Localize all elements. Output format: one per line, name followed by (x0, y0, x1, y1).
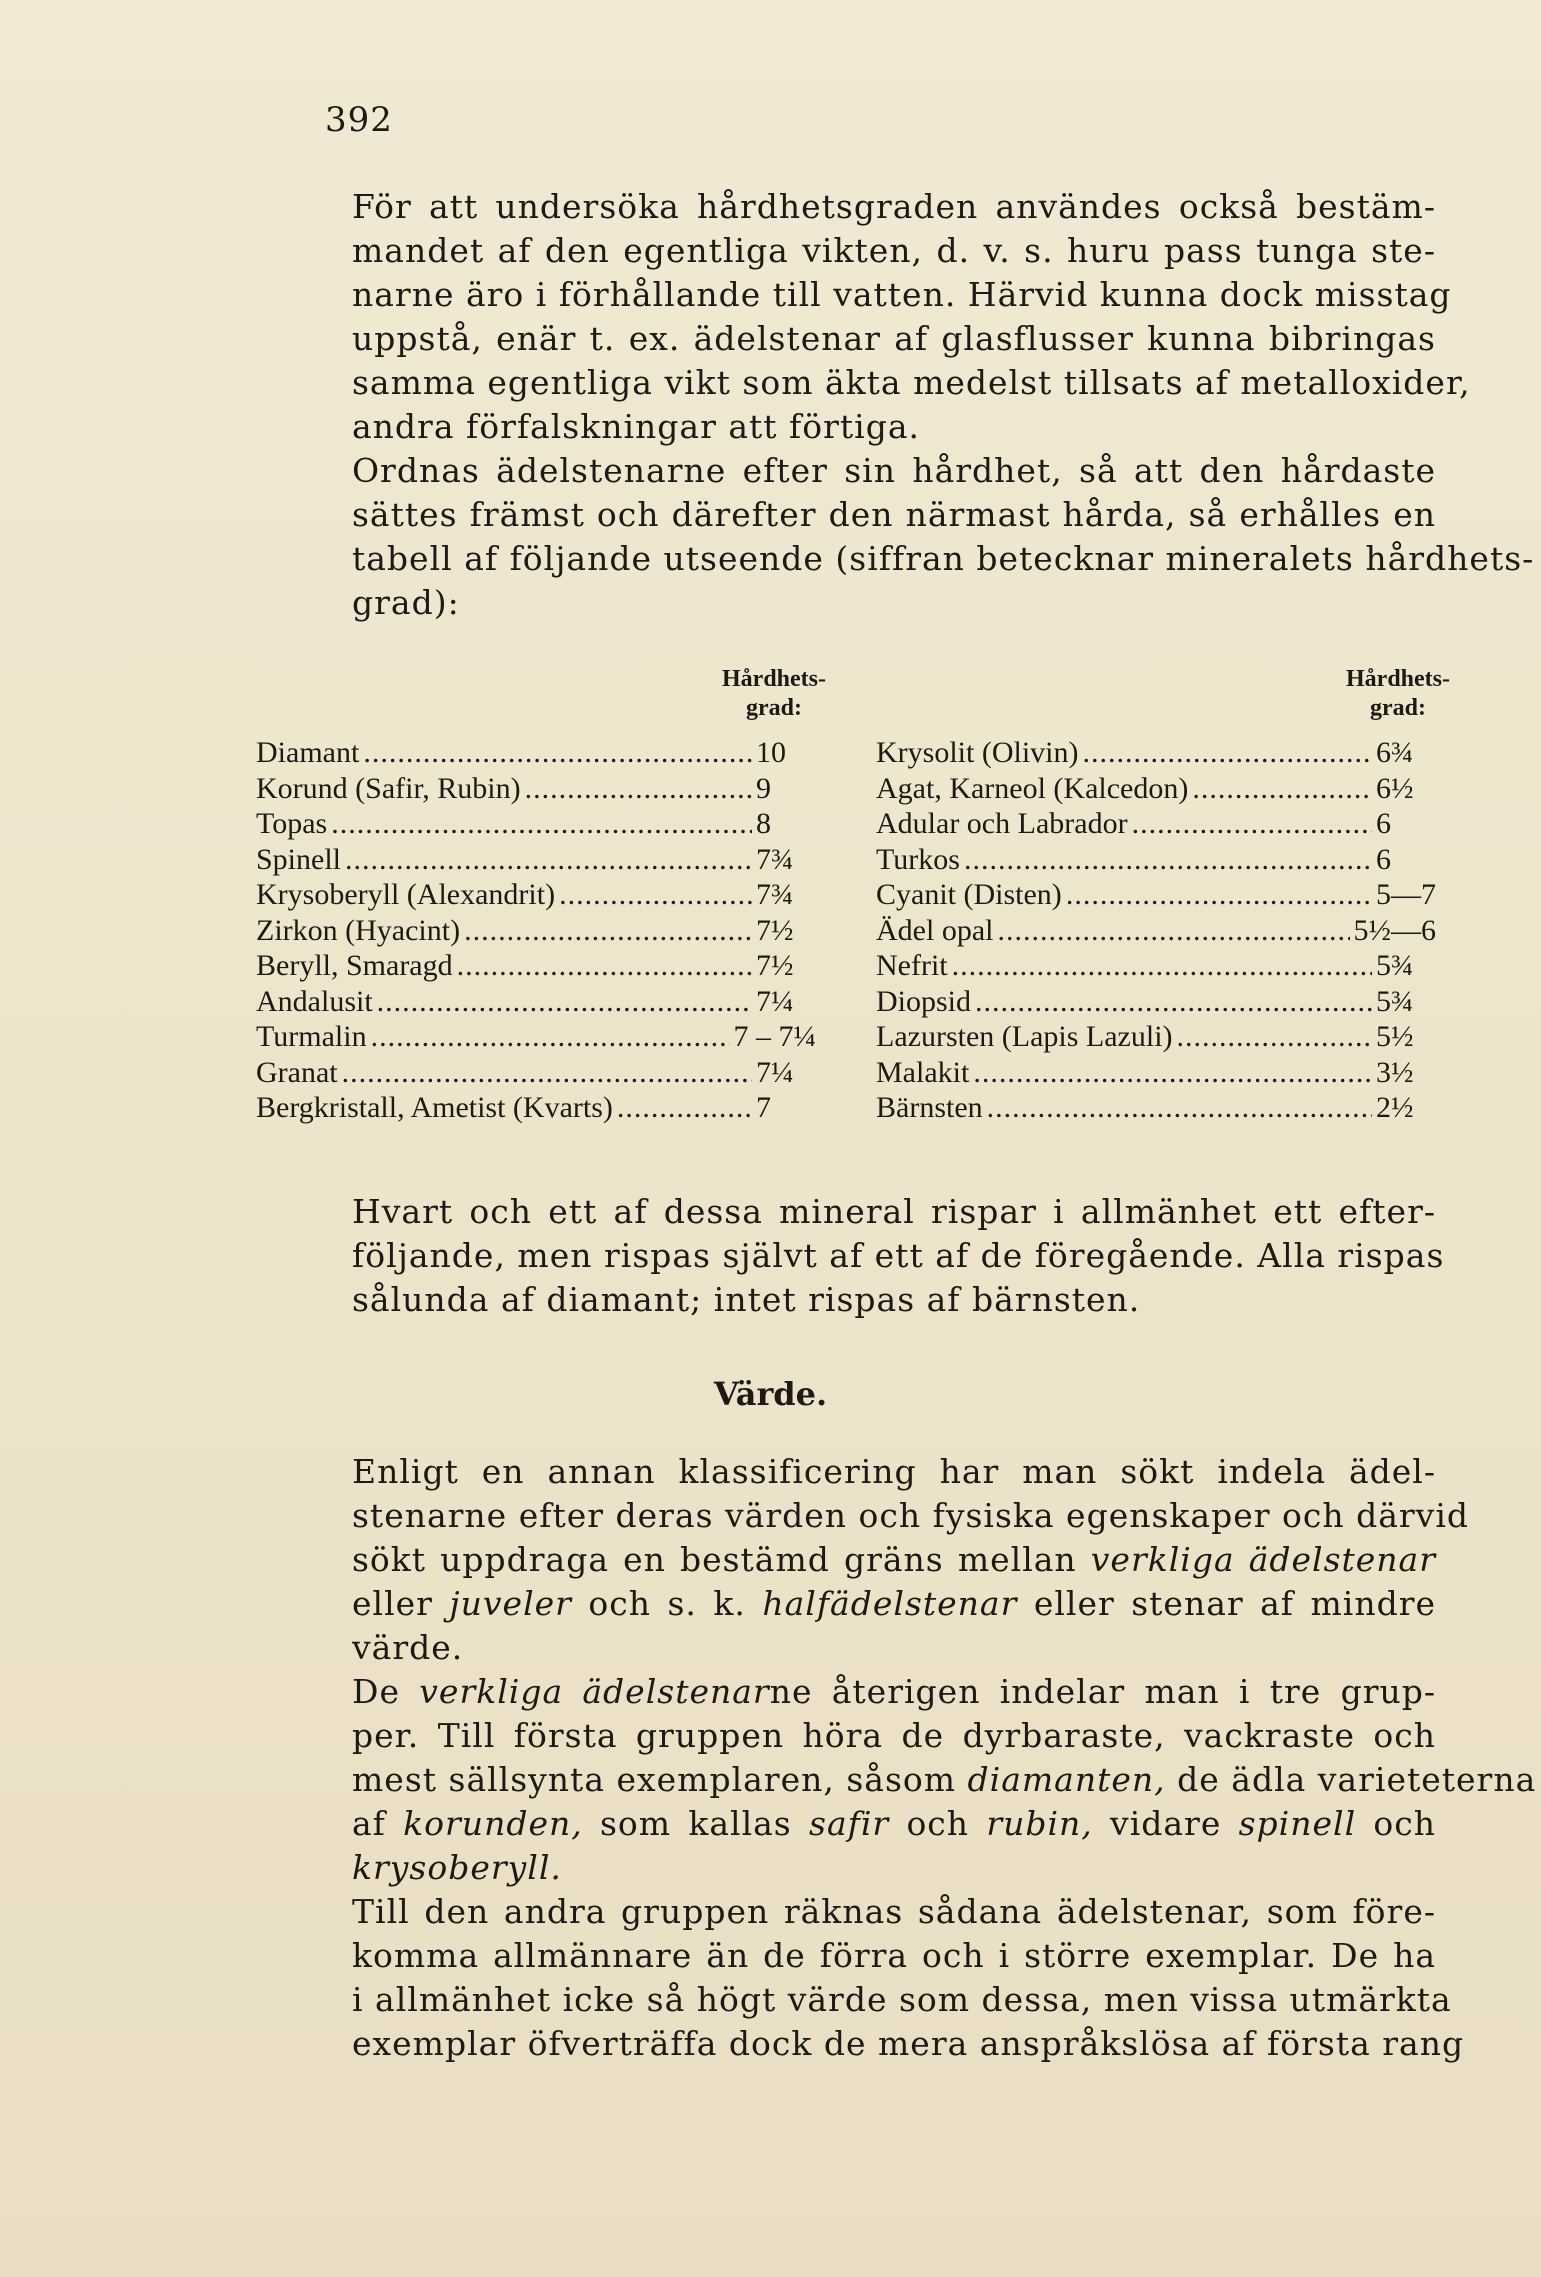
hardness-grade: 5¾ (1376, 984, 1414, 1018)
paragraph-hardness-weight (256, 185, 1471, 449)
page-number: 392 (325, 100, 393, 140)
table-row (256, 842, 816, 878)
text-line: sättes främst och därefter den närmast hårda, så erhålles en (352, 495, 1436, 534)
dot-leader (371, 1019, 730, 1055)
header-line: grad: (746, 695, 802, 721)
mineral-name: Diamant (256, 736, 360, 769)
table-row (256, 806, 816, 842)
column-header-hardness (722, 665, 826, 723)
text-line: tabell af följande utseende (siffran betecknar mineralets hårdhets- (352, 539, 1535, 578)
table-row (256, 1090, 816, 1126)
text-line: följande, men rispas självt af ett af de föregående. Alla rispas (352, 1236, 1445, 1275)
text-line: värde. (352, 1628, 464, 1667)
mineral-name: Turmalin (256, 1020, 367, 1053)
text-line: samma egentliga vikt som äkta medelst tillsats af metalloxider, (352, 363, 1471, 402)
left-rows (256, 735, 816, 1126)
dot-leader (973, 1055, 1372, 1091)
text-line: stenarne efter deras värden och fysiska egenskaper och därvid (352, 1496, 1469, 1535)
table-row (876, 948, 1436, 984)
hardness-grade: 6 (1376, 807, 1391, 840)
hardness-grade: 7¼ (756, 984, 794, 1018)
paragraph-classification (256, 1450, 1469, 1670)
right-rows (876, 735, 1436, 1126)
text-line: mandet af den egentliga vikten, d. v. s. huru pass tunga ste- (352, 231, 1436, 270)
hardness-grade: 3½ (1376, 1055, 1414, 1089)
section-heading: Värde. (713, 1375, 828, 1413)
mineral-name: Zirkon (Hyacint) (256, 913, 461, 947)
dot-leader (1192, 771, 1372, 807)
hardness-grade: 6¾ (1376, 736, 1414, 769)
hardness-grade: 5½—6 (1353, 913, 1436, 947)
hardness-grade: 5—7 (1376, 878, 1436, 911)
dot-leader (525, 771, 752, 807)
hardness-grade: 7¼ (756, 1055, 794, 1089)
text-line: uppstå, enär t. ex. ädelstenar af glasflusser kunna bibringas (352, 319, 1436, 358)
table-row (256, 735, 816, 771)
text-line: Enligt en annan klassificering har man sökt indela ädel- (352, 1452, 1436, 1491)
mineral-name: Lazursten (Lapis Lazuli) (876, 1020, 1173, 1053)
text-line: andra förfalskningar att förtiga. (352, 407, 920, 446)
intro-text (256, 185, 1535, 625)
table-row (876, 735, 1436, 771)
text-line: narne äro i förhållande till vatten. Härvid kunna dock misstag (352, 275, 1452, 314)
mineral-name: Korund (Safir, Rubin) (256, 771, 521, 805)
table-row (876, 913, 1436, 949)
mineral-name: Krysoberyll (Alexandrit) (256, 878, 556, 911)
dot-leader (975, 984, 1372, 1020)
hardness-grade: 7 (756, 1091, 771, 1124)
table-row (876, 842, 1436, 878)
table-row (256, 948, 816, 984)
dot-leader (1066, 877, 1372, 913)
hardness-grade: 7 – 7¼ (733, 1020, 816, 1053)
hardness-grade: 6 (1376, 842, 1391, 876)
dot-leader (964, 842, 1372, 878)
header-line: Hårdhets- (722, 666, 826, 692)
text-line: af korunden, som kallas safir och rubin, vidare spinell och (352, 1804, 1437, 1843)
table-row (876, 1019, 1436, 1055)
mineral-name: Agat, Karneol (Kalcedon) (876, 771, 1189, 805)
text-line: eller juveler och s. k. halfädelstenar eller stenar af mindre (352, 1584, 1437, 1623)
text-line: sökt uppdraga en bestämd gräns mellan verkliga ädelstenar (352, 1540, 1437, 1579)
hardness-grade: 7½ (756, 913, 794, 947)
hardness-grade: 2½ (1376, 1091, 1414, 1124)
mineral-name: Beryll, Smaragd (256, 949, 453, 982)
dot-leader (331, 806, 752, 842)
hardness-grade: 5¾ (1376, 949, 1414, 982)
mineral-name: Ädel opal (876, 913, 994, 947)
mineral-name: Malakit (876, 1055, 970, 1089)
table-row (256, 913, 816, 949)
hardness-grade: 8 (756, 807, 771, 840)
dot-leader (987, 1090, 1372, 1126)
table-row (256, 877, 816, 913)
mineral-name: Diopsid (876, 984, 972, 1018)
hardness-grade: 5½ (1376, 1020, 1414, 1053)
text-line: Till den andra gruppen räknas sådana ädelstenar, som före- (352, 1892, 1436, 1931)
text-line: mest sällsynta exemplaren, såsom diamanten, de ädla varieteterna (352, 1760, 1537, 1799)
dot-leader (464, 913, 752, 949)
value-text (256, 1450, 1537, 2066)
header-line: grad: (1370, 695, 1426, 721)
mineral-name: Nefrit (876, 949, 948, 982)
table-row (876, 806, 1436, 842)
table-row (876, 771, 1436, 807)
text-line: i allmänhet icke så högt värde som dessa, men vissa utmärkta (352, 1980, 1452, 2019)
table-row (256, 771, 816, 807)
mineral-name: Bärnsten (876, 1091, 983, 1124)
hardness-grade: 7½ (756, 949, 794, 982)
table-row (876, 1055, 1436, 1091)
mineral-name: Spinell (256, 842, 342, 876)
table-row (256, 1019, 816, 1055)
paragraph-ordering (256, 449, 1535, 625)
paragraph-first-group (256, 1670, 1537, 1890)
mineral-name: Turkos (876, 842, 960, 876)
hardness-grade: 7¾ (756, 842, 794, 876)
mineral-name: Andalusit (256, 984, 373, 1018)
table-row (256, 984, 816, 1020)
dot-leader (342, 1055, 752, 1091)
dot-leader (1132, 806, 1372, 842)
column-header-hardness (1346, 665, 1450, 723)
after-table-text (256, 1190, 1445, 1322)
dot-leader (377, 984, 752, 1020)
dot-leader (1083, 735, 1373, 771)
dot-leader (1177, 1019, 1372, 1055)
mineral-name: Topas (256, 807, 328, 840)
text-line: Ordnas ädelstenarne efter sin hårdhet, så att den hårdaste (352, 451, 1436, 490)
mineral-name: Granat (256, 1055, 338, 1089)
mineral-name: Cyanit (Disten) (876, 878, 1062, 911)
dot-leader (559, 877, 752, 913)
hardness-grade: 7¾ (756, 878, 794, 911)
table-row (256, 1055, 816, 1091)
table-row (876, 984, 1436, 1020)
mineral-name: Krysolit (Olivin) (876, 736, 1079, 769)
text-line: exemplar öfverträffa dock de mera anspråkslösa af första rang (352, 2024, 1465, 2063)
text-line: grad): (352, 583, 460, 622)
paragraph-scratching (256, 1190, 1445, 1322)
table-row (876, 1090, 1436, 1126)
dot-leader (997, 913, 1349, 949)
header-line: Hårdhets- (1346, 666, 1450, 692)
paragraph-second-group (256, 1890, 1465, 2066)
dot-leader (345, 842, 752, 878)
hardness-grade: 6½ (1376, 771, 1414, 805)
text-line: krysoberyll. (352, 1848, 562, 1887)
hardness-grade: 10 (756, 736, 786, 769)
text-line: per. Till första gruppen höra de dyrbaraste, vackraste och (352, 1716, 1436, 1755)
dot-leader (457, 948, 752, 984)
mineral-name: Adular och Labrador (876, 807, 1128, 840)
text-line: Hvart och ett af dessa mineral rispar i allmänhet ett efter- (352, 1192, 1436, 1231)
hardness-table (256, 665, 1450, 1135)
text-line: sålunda af diamant; intet rispas af bärnsten. (352, 1280, 1141, 1319)
text-line: De verkliga ädelstenarne återigen indelar man i tre grup- (352, 1672, 1437, 1711)
hardness-grade: 9 (756, 771, 771, 805)
mineral-name: Bergkristall, Ametist (Kvarts) (256, 1091, 613, 1124)
dot-leader (363, 735, 752, 771)
table-row (876, 877, 1436, 913)
dot-leader (952, 948, 1372, 984)
dot-leader (617, 1090, 752, 1126)
text-line: komma allmännare än de förra och i större exemplar. De ha (352, 1936, 1436, 1975)
text-line: För att undersöka hårdhetsgraden användes också bestäm- (352, 187, 1436, 226)
